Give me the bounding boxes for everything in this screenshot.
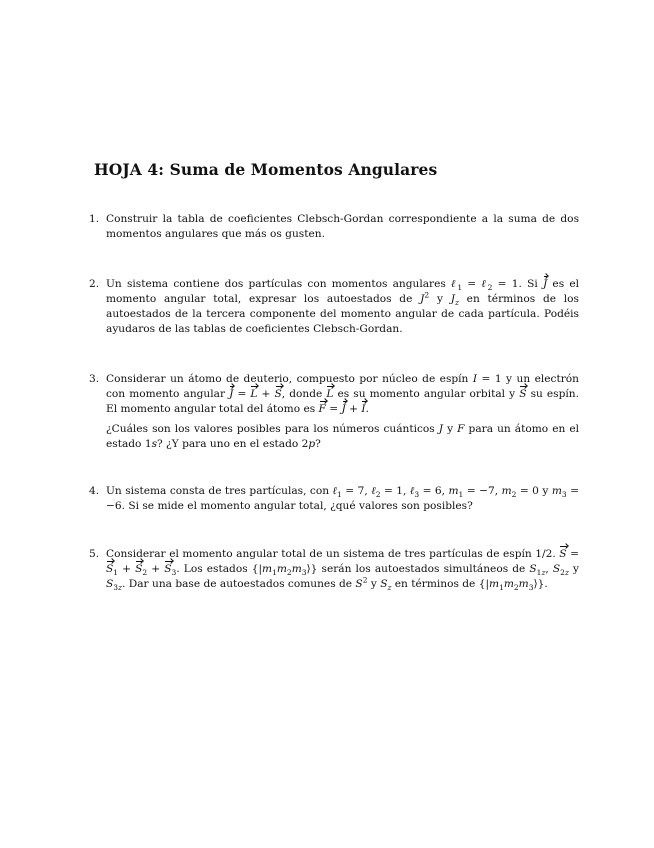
problem-4 — [89, 484, 579, 514]
problem-number: 1. — [89, 213, 100, 225]
problem-5 — [89, 547, 579, 592]
problem-text: Un sistema contiene dos partículas con momentos angulares ℓ$_1$ = ℓ$_2$ = 1. Si J es el momento angular total, expresar los autoestados de $J^2$ y $J_z$ en términos de los autoestados de la tercera componente del momento angular de cada partícula. Podéis ayudaros de las tablas de coeficientes Clebsch-Gordan. — [106, 278, 579, 335]
page-title: HOJA 4: Suma de Momentos Angulares — [94, 160, 438, 179]
problem-number: 2. — [89, 278, 100, 290]
problem-2 — [89, 277, 579, 337]
problem-number: 4. — [89, 485, 100, 497]
problem-text: Considerar un átomo de deuterio, compuesto por núcleo de espín I = 1 y un electrón con momento angular J = L + S, donde L es su momento angular orbital y S su espín. El momento angular total del átomo es F = J + I. ¿Cuáles son los valores posibles para los números cuánticos J y F para un átomo en el estado 1s? ¿Y para uno en el estado 2p? — [106, 373, 580, 450]
problem-text: Construir la tabla de coeficientes Clebsch-Gordan correspondiente a la suma de dos momentos angulares que más os gusten. — [106, 213, 579, 240]
problem-3 — [89, 372, 579, 452]
problem-text: Un sistema consta de tres partículas, con ℓ$_1$ = 7, ℓ$_2$ = 1, ℓ$_3$ = 6, $m_1 = -7$, $m_2 = 0$ y $m_3 = -6$. Si se mide el momento angular total, ¿qué valores son posibles? — [106, 485, 579, 512]
problem-number: 3. — [89, 373, 100, 385]
problem-1 — [89, 212, 579, 242]
problem-number: 5. — [89, 548, 100, 560]
problem-text: Considerar el momento angular total de un sistema de tres partículas de espín 1/2. $S = S_1 + S_2 + S_3$. Los estados $\{|m_1m_2m_3⟩\}$ serán los autoestados simultáneos de $S_{1z}$, $S_{2z}$ y $S_{3z}$. Dar una base de autoestados comunes de $S^2$ y $S_z$ en términos de $\{|m_1m_2m_3⟩\}$. — [106, 548, 579, 593]
